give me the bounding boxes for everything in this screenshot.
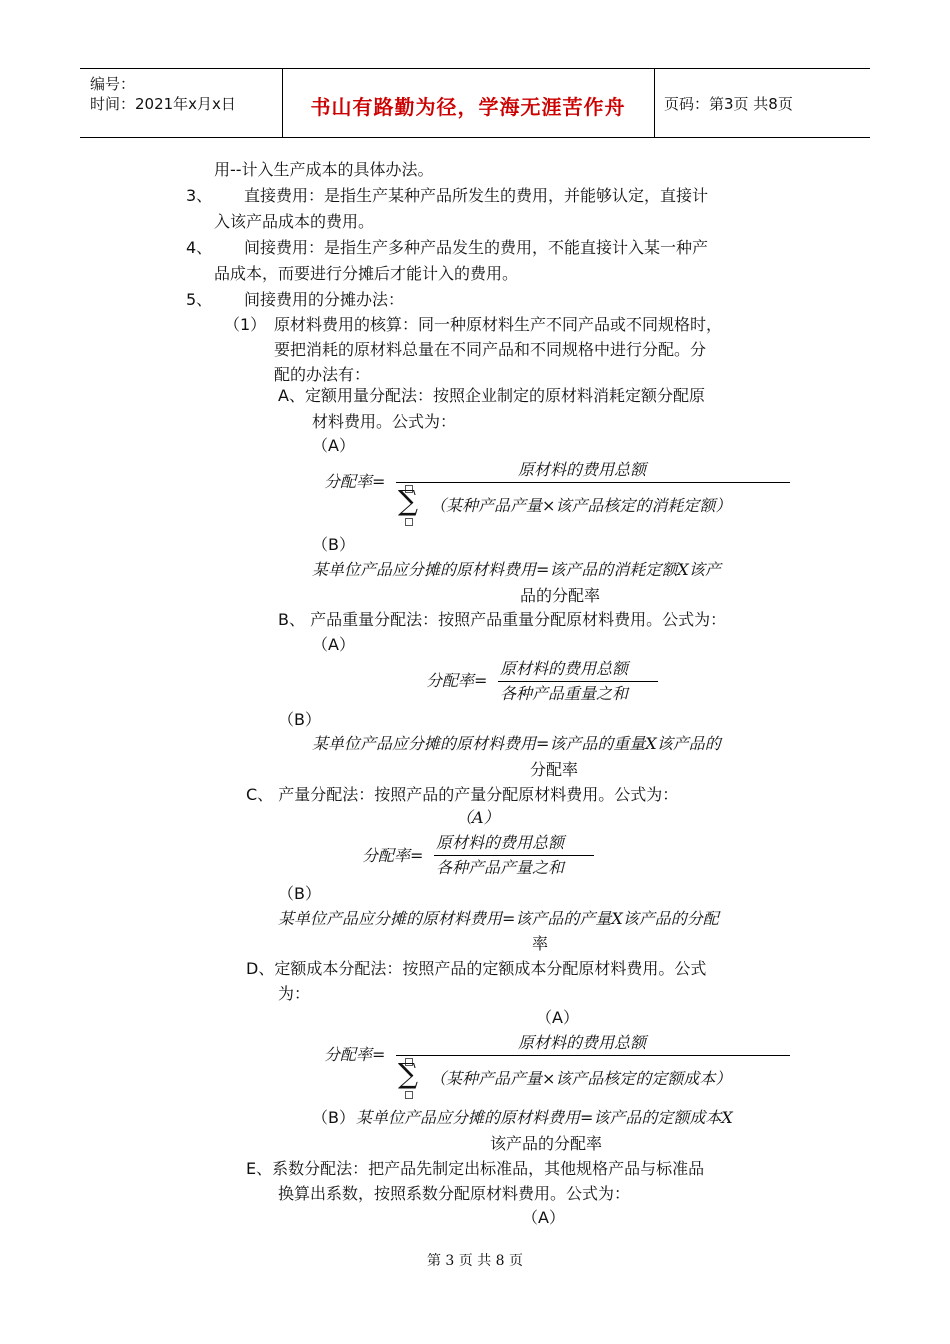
text-line: 间接费用的分摊办法： [244, 290, 405, 309]
method-a-heading: A、定额用量分配法：按照企业制定的原材料消耗定额分配原 [278, 386, 705, 405]
formula-denominator: 各种产品产量之和 [436, 858, 565, 877]
text-line: 换算出系数，按照系数分配原材料费用。公式为： [278, 1184, 631, 1203]
formula-label: （A） [522, 1208, 565, 1227]
text-line: 间接费用：是指生产多种产品发生的费用，不能直接计入某一种产 [244, 238, 709, 257]
formula-label: （B） [312, 1108, 355, 1127]
formula-lhs: 分配率= [324, 1045, 386, 1064]
item-number: 5、 [186, 290, 213, 309]
page-footer: 第 3 页 共 8 页 [426, 1253, 524, 1269]
formula-label: （B） [278, 710, 321, 729]
method-c-heading: C、 产量分配法：按照产品的产量分配原材料费用。公式为： [246, 785, 679, 804]
header-motto-cell [282, 69, 655, 137]
page-info: 页码：第3页 共8页 [664, 95, 793, 113]
placeholder-box-icon [405, 518, 413, 526]
formula-label: （B） [278, 884, 321, 903]
date-label: 时间：2021年x月x日 [90, 95, 236, 113]
formula-line: 某单位产品应分摊的原材料费用=该产品的消耗定额X该产 [312, 560, 721, 579]
item-number: 4、 [186, 238, 213, 257]
formula-numerator: 原材料的费用总额 [500, 659, 629, 678]
text-line: 材料费用。公式为： [312, 412, 457, 431]
formula-line: 率 [532, 934, 549, 953]
motto: 书山有路勤为径，学海无涯苦作舟 [310, 95, 626, 119]
formula-label: （A） [312, 635, 355, 654]
formula-lhs: 分配率= [362, 846, 424, 865]
fraction-bar [434, 855, 594, 856]
formula-line: 某单位产品应分摊的原材料费用=该产品的定额成本X [356, 1108, 733, 1127]
text-line: 直接费用：是指生产某种产品所发生的费用，并能够认定，直接计 [244, 186, 709, 205]
formula-lhs: 分配率= [426, 671, 488, 690]
formula-label: （A） [312, 436, 355, 455]
fraction-bar [498, 681, 658, 682]
fraction-bar [396, 1055, 790, 1056]
text-line: 入该产品成本的费用。 [214, 212, 375, 231]
item-number: （1） [224, 315, 267, 334]
formula-label: （A） [536, 1008, 579, 1027]
text-line: 要把消耗的原材料总量在不同产品和不同规格中进行分配。分 [274, 340, 707, 359]
fraction-bar [396, 482, 790, 483]
text-line: 用--计入生产成本的具体办法。 [214, 160, 434, 179]
placeholder-box-icon [405, 1091, 413, 1099]
sigma-symbol: ∑ [398, 484, 418, 517]
page-header [80, 68, 870, 138]
formula-numerator: 原材料的费用总额 [518, 1033, 647, 1052]
number-label: 编号： [90, 75, 136, 93]
method-d-heading: D、定额成本分配法：按照产品的定额成本分配原材料费用。公式 [246, 959, 707, 978]
method-e-heading: E、系数分配法：把产品先制定出标准品，其他规格产品与标准品 [246, 1159, 705, 1178]
formula-line: 品的分配率 [520, 586, 601, 605]
formula-denominator: （某种产品产量×该产品核定的定额成本） [430, 1069, 732, 1088]
formula-line: 该产品的分配率 [490, 1134, 603, 1153]
formula-label: （A） [456, 808, 500, 827]
formula-label: （B） [312, 535, 355, 554]
sigma-symbol: ∑ [398, 1057, 418, 1090]
formula-denominator: （某种产品产量×该产品核定的消耗定额） [430, 496, 732, 515]
text-line: 为： [278, 984, 311, 1003]
formula-lhs: 分配率= [324, 472, 386, 491]
text-line: 原材料费用的核算：同一种原材料生产不同产品或不同规格时， [274, 315, 723, 334]
item-number: 3、 [186, 186, 213, 205]
formula-denominator: 各种产品重量之和 [500, 684, 629, 703]
formula-line: 某单位产品应分摊的原材料费用=该产品的重量X该产品的 [312, 734, 721, 753]
formula-numerator: 原材料的费用总额 [518, 460, 647, 479]
formula-line: 某单位产品应分摊的原材料费用=该产品的产量X该产品的分配 [278, 909, 719, 928]
formula-numerator: 原材料的费用总额 [436, 833, 565, 852]
header-left-cell [80, 69, 283, 137]
formula-line: 分配率 [530, 760, 579, 779]
text-line: 品成本，而要进行分摊后才能计入的费用。 [214, 264, 519, 283]
header-right-cell [654, 69, 870, 137]
method-b-heading: B、 产品重量分配法：按照产品重量分配原材料费用。公式为： [278, 610, 727, 629]
text-line: 配的办法有： [274, 365, 371, 384]
